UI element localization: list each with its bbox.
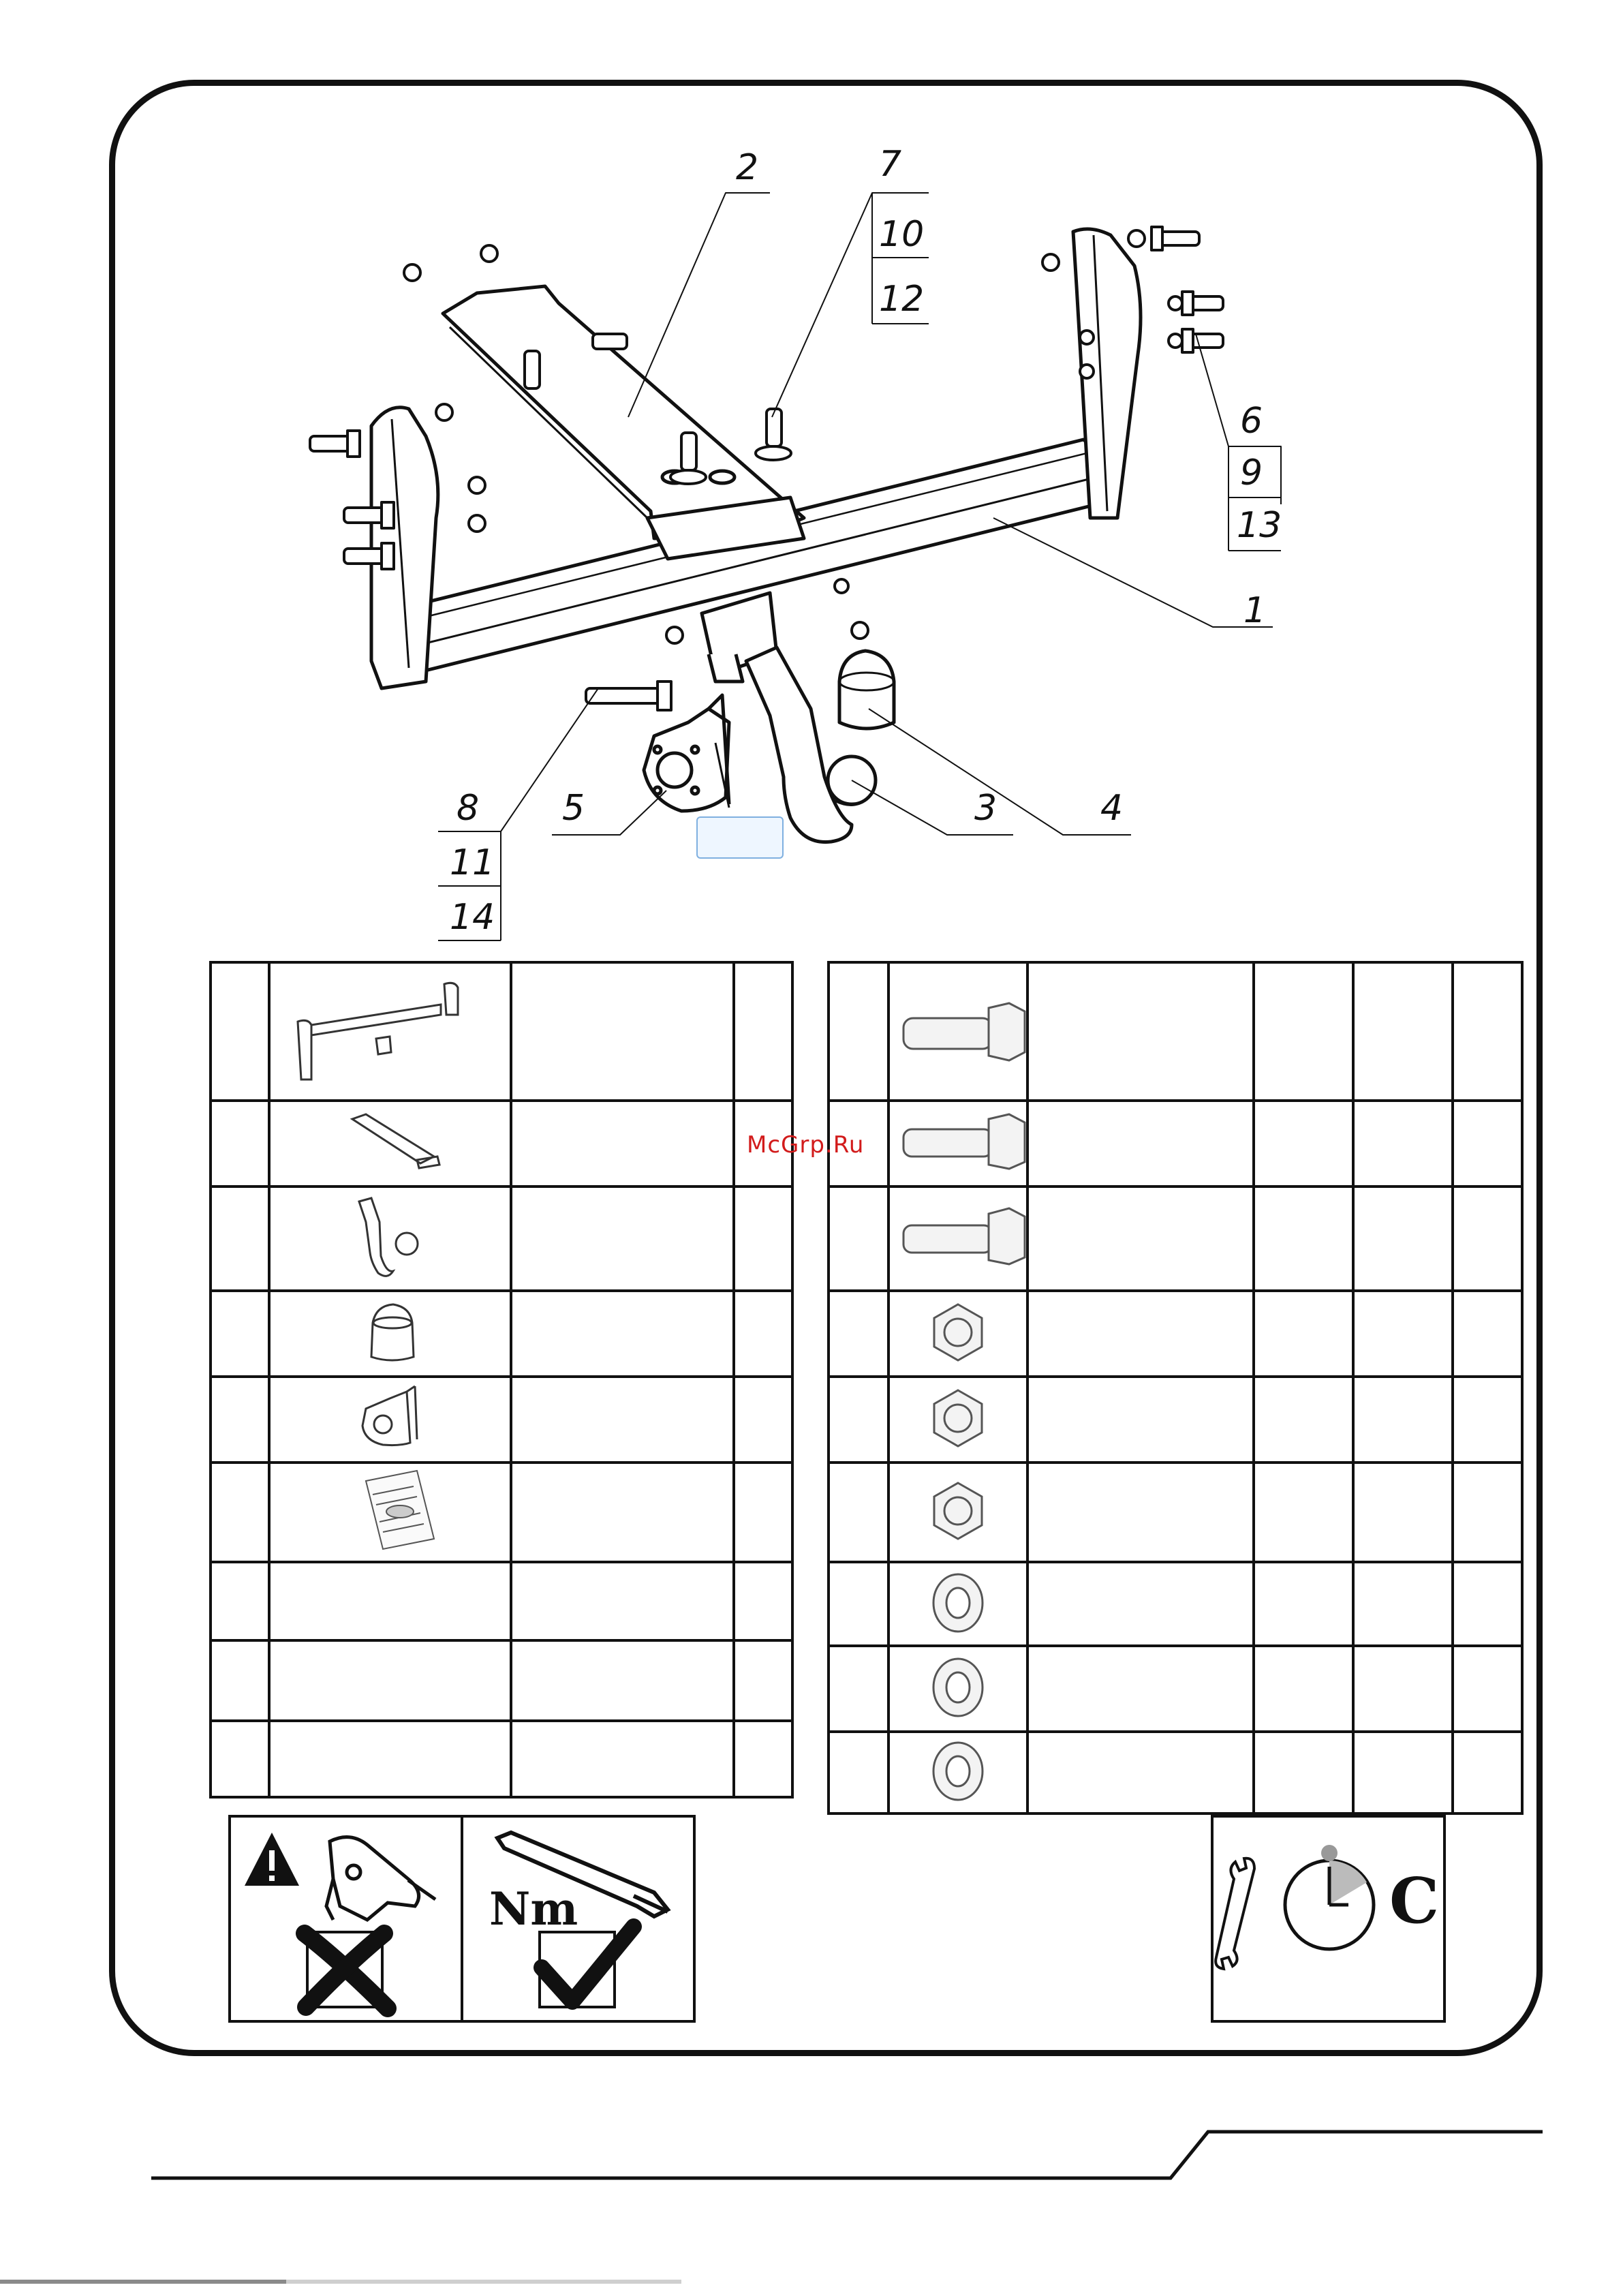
table-cell [829, 962, 888, 1101]
table-cell [269, 1640, 511, 1721]
socket-bracket-thumbnail [270, 1378, 510, 1458]
mounting-plate-thumbnail [270, 1102, 510, 1182]
callout-12: 12 [879, 279, 925, 320]
table-cell [829, 1187, 888, 1291]
table-cell [511, 1101, 734, 1187]
bolt-thumbnail [890, 1188, 1026, 1287]
table-cell [1254, 1101, 1353, 1187]
tow-ball-arm-thumbnail [270, 1188, 510, 1287]
manual-booklet-thumbnail [270, 1464, 510, 1558]
table-cell [1027, 1732, 1254, 1813]
table-cell [211, 962, 269, 1101]
table-cell [511, 1187, 734, 1291]
page-progress-bar [0, 2280, 681, 2284]
blank-label-badge [696, 816, 784, 859]
table-cell-image [888, 1187, 1027, 1291]
table-cell [1453, 1377, 1522, 1463]
callout-5: 5 [562, 788, 585, 829]
table-cell [511, 1377, 734, 1463]
callout-8: 8 [457, 788, 480, 829]
table-cell-image [269, 1377, 511, 1463]
table-cell-image [269, 962, 511, 1101]
table-cell [1027, 1187, 1254, 1291]
table-cell [1453, 1101, 1522, 1187]
table-cell [269, 1721, 511, 1797]
callout-4: 4 [1100, 788, 1124, 829]
table-cell-image [888, 1732, 1027, 1813]
check-icon [463, 1818, 693, 2020]
table-cell [1353, 1732, 1453, 1813]
table-cell [1027, 1646, 1254, 1732]
nut-thumbnail [890, 1464, 1026, 1558]
table-cell [211, 1291, 269, 1377]
table-cell [1453, 1562, 1522, 1646]
table-cell [1353, 1187, 1453, 1291]
table-cell [1254, 1377, 1353, 1463]
table-cell-image [888, 1646, 1027, 1732]
table-cell [734, 962, 792, 1101]
callout-3: 3 [974, 788, 998, 829]
table-cell [1254, 1463, 1353, 1562]
callout-1: 1 [1243, 590, 1267, 631]
table-cell [211, 1721, 269, 1797]
table-cell [1027, 1377, 1254, 1463]
table-cell [1353, 1377, 1453, 1463]
table-cell [734, 1562, 792, 1640]
table-cell [211, 1562, 269, 1640]
table-cell [829, 1562, 888, 1646]
table-cell [1027, 962, 1254, 1101]
bolt-thumbnail [890, 964, 1026, 1097]
socket-bracket-part [644, 695, 729, 811]
table-cell [1453, 1732, 1522, 1813]
table-cell [734, 1187, 792, 1291]
washer-thumbnail [890, 1563, 1026, 1642]
table-cell [829, 1463, 888, 1562]
table-cell [1027, 1101, 1254, 1187]
table-cell-image [269, 1101, 511, 1187]
timer-temperature-box [1211, 1815, 1446, 2023]
table-cell [829, 1291, 888, 1377]
washer-thumbnail [890, 1647, 1026, 1728]
table-cell [511, 1562, 734, 1640]
washer-thumbnail [890, 1733, 1026, 1809]
nut-thumbnail [890, 1292, 1026, 1373]
table-cell [1353, 1646, 1453, 1732]
table-cell-image [888, 1291, 1027, 1377]
table-cell [1353, 1291, 1453, 1377]
table-cell [1453, 1463, 1522, 1562]
callout-13: 13 [1237, 505, 1282, 546]
temperature-unit-label: C [1389, 1864, 1440, 1938]
table-cell-image [888, 1377, 1027, 1463]
table-cell [1254, 1291, 1353, 1377]
callout-14: 14 [450, 897, 495, 938]
ball-cap-thumbnail [270, 1292, 510, 1373]
bolt-thumbnail [890, 1102, 1026, 1182]
parts-table-right [827, 961, 1524, 1815]
table-cell [734, 1377, 792, 1463]
table-cell [1353, 962, 1453, 1101]
table-cell [1353, 1101, 1453, 1187]
table-cell [511, 962, 734, 1101]
parts-table-left [209, 961, 794, 1798]
table-cell [1027, 1291, 1254, 1377]
table-cell [1254, 962, 1353, 1101]
table-cell [211, 1640, 269, 1721]
table-cell [1027, 1463, 1254, 1562]
table-cell [734, 1640, 792, 1721]
callout-10: 10 [879, 214, 925, 255]
table-cell [211, 1187, 269, 1291]
table-cell [1353, 1463, 1453, 1562]
table-cell [1453, 962, 1522, 1101]
callout-11: 11 [450, 842, 495, 883]
table-cell [1453, 1646, 1522, 1732]
table-cell [829, 1646, 888, 1732]
table-cell [511, 1640, 734, 1721]
table-cell-image [888, 1101, 1027, 1187]
table-cell-image [888, 962, 1027, 1101]
table-cell [829, 1377, 888, 1463]
callout-6: 6 [1240, 401, 1263, 442]
torque-unit-label: Nm [489, 1882, 578, 1935]
nut-thumbnail [890, 1378, 1026, 1458]
exploded-assembly-diagram [0, 0, 1623, 954]
callout-9: 9 [1240, 453, 1263, 493]
table-cell-image [888, 1562, 1027, 1646]
watermark-text: McGrp.Ru [747, 1131, 865, 1159]
mounting-plate-part [443, 286, 804, 559]
callout-7: 7 [879, 144, 902, 185]
page-progress-fill [0, 2280, 286, 2284]
callout-2: 2 [736, 147, 759, 188]
table-cell-image [888, 1463, 1027, 1562]
table-cell [1254, 1646, 1353, 1732]
cross-icon [231, 1818, 461, 2020]
table-cell [211, 1463, 269, 1562]
table-cell [1353, 1562, 1453, 1646]
table-cell [511, 1463, 734, 1562]
table-cell [211, 1377, 269, 1463]
table-cell-image [269, 1187, 511, 1291]
table-cell [511, 1291, 734, 1377]
table-cell [1453, 1187, 1522, 1291]
table-cell-image [269, 1291, 511, 1377]
table-cell [1254, 1187, 1353, 1291]
table-cell [829, 1732, 888, 1813]
table-cell-image [269, 1463, 511, 1562]
table-cell [1254, 1732, 1353, 1813]
table-cell [211, 1101, 269, 1187]
table-cell [734, 1463, 792, 1562]
table-cell [511, 1721, 734, 1797]
table-cell [1027, 1562, 1254, 1646]
table-cell [1453, 1291, 1522, 1377]
no-impact-wrench-box [228, 1815, 463, 2023]
ball-cap-part [839, 651, 894, 729]
table-cell [734, 1721, 792, 1797]
tow-bar-frame-thumbnail [270, 964, 510, 1097]
table-cell [734, 1291, 792, 1377]
table-cell [1254, 1562, 1353, 1646]
table-cell [269, 1562, 511, 1640]
torque-wrench-box [461, 1815, 696, 2023]
